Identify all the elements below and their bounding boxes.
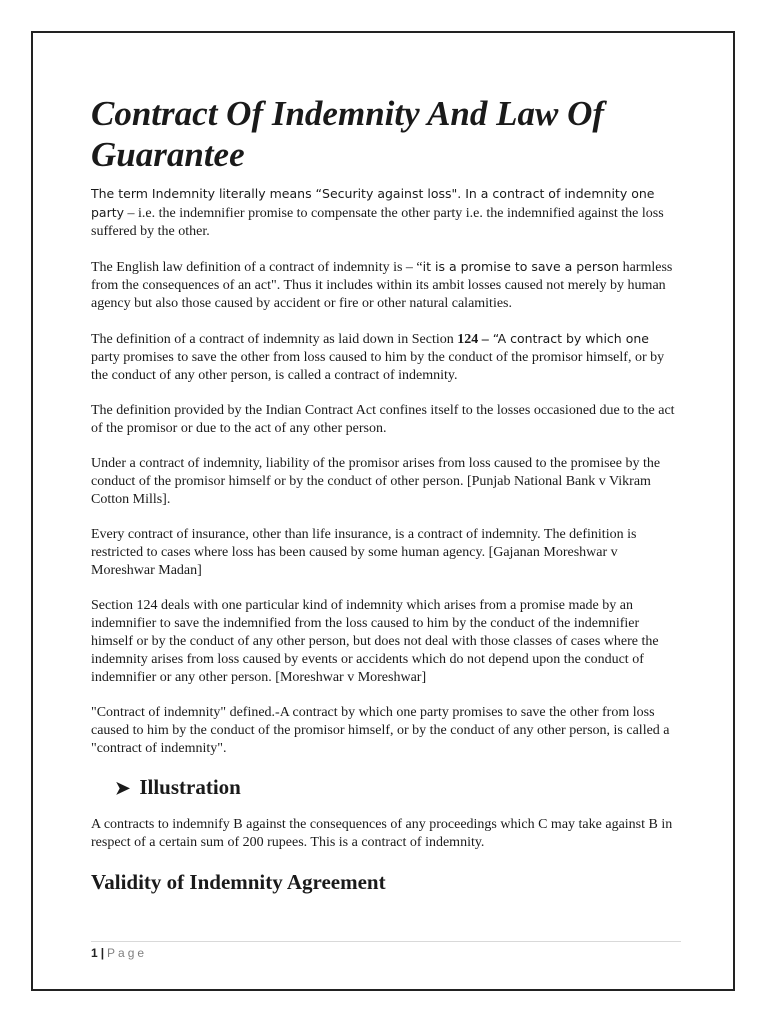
paragraph-8: "Contract of indemnity" defined.-A contract by which one party promises to save the other from loss caused to him by the conduct of the promisor himself, or by the conduct of any other person, is called a "contract of indemnity". <box>91 705 670 756</box>
illustration-heading-text: Illustration <box>139 775 241 799</box>
page-label: Page <box>107 946 148 960</box>
paragraph-3-part-c: “A contract by which one <box>488 331 649 346</box>
page-footer <box>91 941 681 960</box>
paragraph-1-part-b: – i.e. the indemnifier promise to compensate the other party i.e. the indemnified against the loss suffered by the other. <box>91 206 664 239</box>
document-page <box>31 31 735 991</box>
illustration-heading <box>115 775 681 800</box>
page-content <box>91 93 681 895</box>
paragraph-6: Every contract of insurance, other than life insurance, is a contract of indemnity. The definition is restricted to cases where loss has been caused by some human agency. [Gajanan Moreshwar v Moreshwar Madan] <box>91 527 637 578</box>
section-number: 124 – <box>457 332 489 347</box>
paragraph-1-part-a: The term Indemnity literally means “Security against loss". In a contract of indemnity one party <box>91 186 655 220</box>
paragraph-3-part-a: The definition of a contract of indemnity as laid down in Section <box>91 332 458 347</box>
paragraph-2-part-b: it is a promise to save a person <box>422 259 620 274</box>
footer-separator: | <box>100 946 105 960</box>
paragraph-2-part-a: The English law definition of a contract of indemnity is – “ <box>91 260 423 275</box>
illustration-text: A contracts to indemnify B against the consequences of any proceedings which C may take against B in respect of a certain sum of 200 rupees. This is a contract of indemnity. <box>91 817 673 850</box>
page-number: 1 <box>91 946 98 960</box>
paragraph-5: Under a contract of indemnity, liability of the promisor arises from loss caused to the promisee by the conduct of the promisor himself or by the conduct of other person. [Punjab National Bank v Vikram Cotton Mills]. <box>91 456 661 507</box>
paragraph-7: Section 124 deals with one particular kind of indemnity which arises from a promise made by an indemnifier to save the indemnified from the loss caused to him by the conduct of the indemnifier himself or by the conduct of any other person, but does not deal with those classes of cases where the indemnity arises from loss caused by events or accidents which do not depend upon the conduct of indemnifier or any other person. [Moreshwar v Moreshwar] <box>91 598 659 685</box>
paragraph-3-part-d: party promises to save the other from loss caused to him by the conduct of the promisor himself, or by the conduct of any other person, is called a contract of indemnity. <box>91 350 665 383</box>
document-title: Contract Of Indemnity And Law Of Guarantee <box>91 94 605 174</box>
paragraph-3 <box>91 330 681 385</box>
paragraph-2 <box>91 258 681 313</box>
paragraph-2-part-c: harmless from the consequences of an act". Thus it includes within its ambit losses caused not merely by human agency but also those caused by accident or fire or other natural calamities. <box>91 260 673 311</box>
arrow-bullet-icon: ➤ <box>115 778 131 798</box>
paragraph-4: The definition provided by the Indian Contract Act confines itself to the losses occasioned due to the act of the promisor or due to the act of any other person. <box>91 403 675 436</box>
section-heading: Validity of Indemnity Agreement <box>91 870 386 894</box>
paragraph-1 <box>91 185 681 241</box>
